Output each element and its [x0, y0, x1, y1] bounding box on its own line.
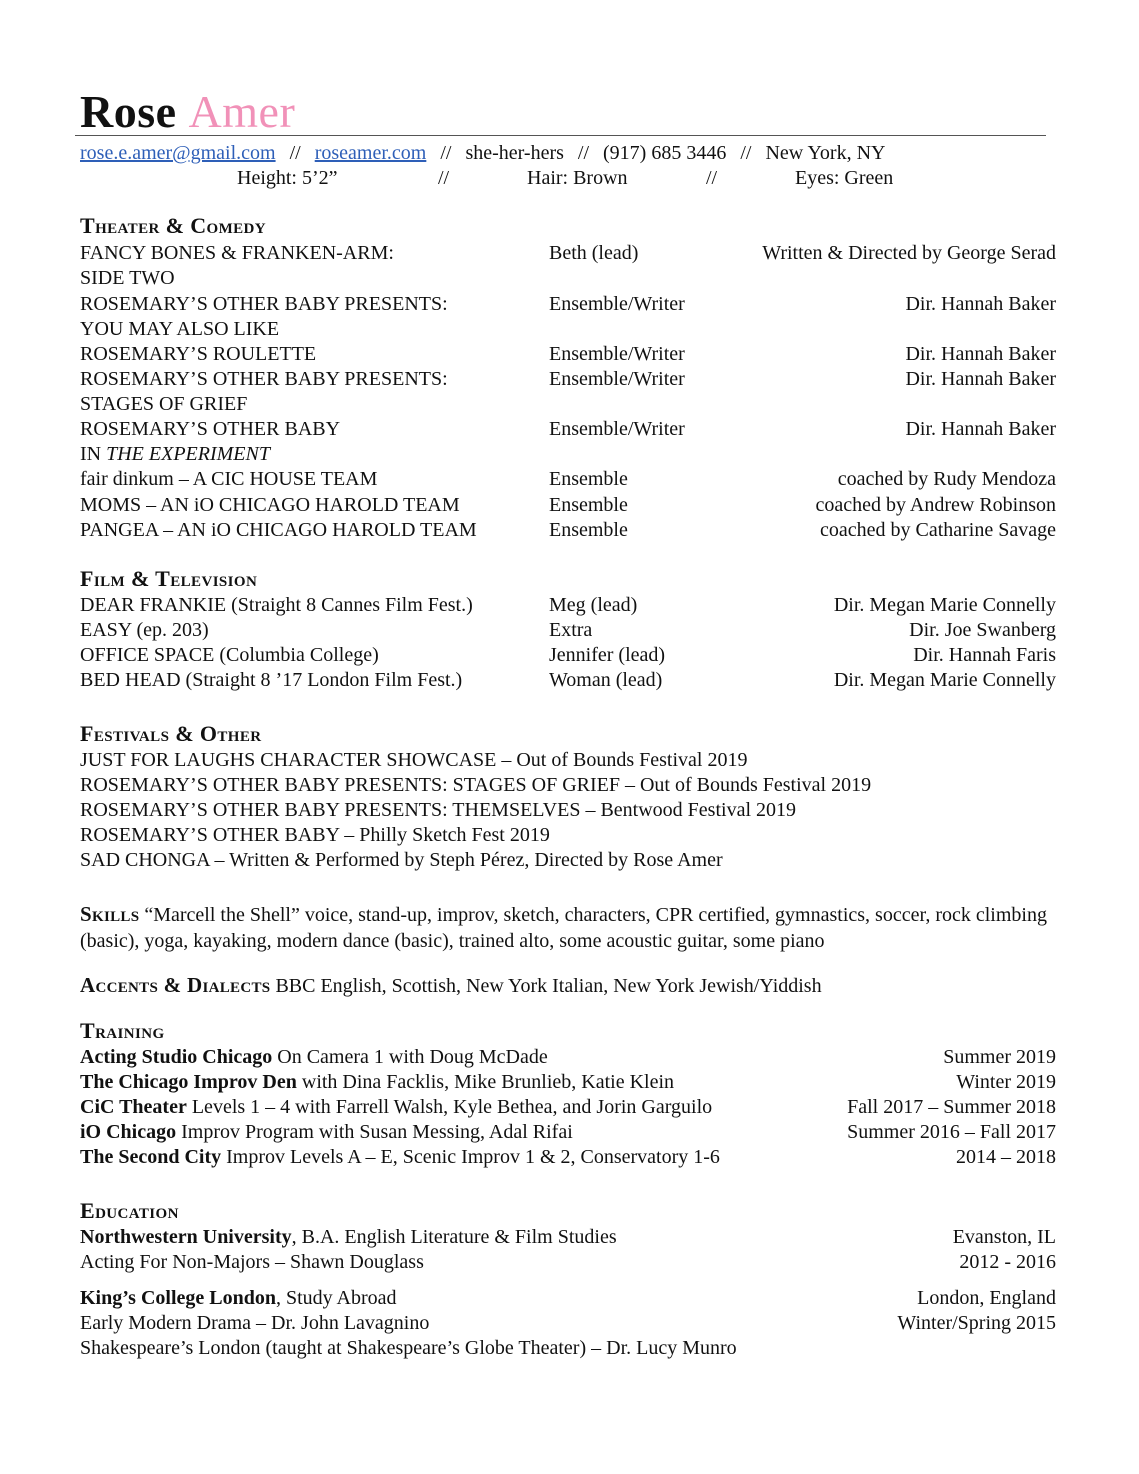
credit-title: MOMS – AN iO CHICAGO HAROLD TEAM: [80, 494, 460, 516]
education-course: Early Modern Drama – Dr. John Lavagnino: [80, 1312, 430, 1334]
skills-text: “Marcell the Shell” voice, stand-up, improv, sketch, characters, CPR certified, gymnastics, soccer, rock climbing (basic), yoga, kayaking, modern dance (basic), trained alto, some acoustic guitar, some piano: [80, 904, 1047, 952]
credit-director: Dir. Joe Swanberg: [909, 619, 1056, 641]
education-row: [80, 1286, 1056, 1311]
education-school: King’s College London: [80, 1287, 276, 1309]
contact-line: [80, 141, 885, 166]
training-detail: with Dina Facklis, Mike Brunlieb, Katie Klein: [296, 1071, 675, 1093]
credit-title: ROSEMARY’S OTHER BABY: [80, 418, 341, 440]
education-row: [80, 1250, 1056, 1275]
training-school: The Second City: [80, 1146, 222, 1168]
credit-row: [80, 668, 1056, 693]
credit-title: fair dinkum – A CIC HOUSE TEAM: [80, 468, 378, 490]
location: New York, NY: [765, 142, 886, 164]
training-school: Acting Studio Chicago: [80, 1046, 273, 1068]
credit-role: Ensemble/Writer: [549, 343, 685, 365]
last-name: Amer: [188, 86, 296, 137]
email-link[interactable]: rose.e.amer@gmail.com: [80, 142, 276, 164]
separator: //: [577, 142, 590, 164]
training-date: Summer 2016 – Fall 2017: [847, 1121, 1056, 1143]
resume-name: [80, 86, 295, 138]
credit-title: ROSEMARY’S OTHER BABY PRESENTS:: [80, 368, 448, 390]
credit-role: Beth (lead): [549, 242, 639, 264]
credit-title: FANCY BONES & FRANKEN-ARM:: [80, 242, 394, 264]
training-date: 2014 – 2018: [956, 1146, 1056, 1168]
festival-item: ROSEMARY’S OTHER BABY PRESENTS: STAGES OF GRIEF – Out of Bounds Festival 2019: [80, 774, 872, 796]
credit-role: Extra: [549, 619, 593, 641]
credit-role: Ensemble: [549, 468, 628, 490]
credit-director: Dir. Megan Marie Connelly: [833, 669, 1056, 691]
section-heading-film: Film & Television: [80, 566, 258, 591]
training-row: [80, 1095, 1056, 1120]
phone: (917) 685 3446: [603, 142, 727, 164]
accents-paragraph: [80, 972, 1060, 999]
header-divider: [75, 135, 1046, 136]
credit-role: Ensemble: [549, 519, 628, 541]
accents-text: BBC English, Scottish, New York Italian, New York Jewish/Yiddish: [275, 975, 822, 997]
credit-director: Dir. Hannah Baker: [905, 418, 1056, 440]
skills-paragraph: [80, 901, 1060, 954]
education-row: [80, 1311, 1056, 1336]
credit-director: Dir. Hannah Baker: [905, 293, 1056, 315]
credit-row: [80, 241, 1056, 266]
credit-title: YOU MAY ALSO LIKE: [80, 318, 280, 340]
training-row: [80, 1120, 1056, 1145]
credit-title: EASY (ep. 203): [80, 619, 209, 641]
credit-title: OFFICE SPACE (Columbia College): [80, 644, 379, 666]
training-date: Summer 2019: [943, 1046, 1056, 1068]
education-course: Shakespeare’s London (taught at Shakespeare’s Globe Theater) – Dr. Lucy Munro: [80, 1337, 737, 1359]
credit-row: [80, 618, 1056, 643]
festival-item: SAD CHONGA – Written & Performed by Steph Pérez, Directed by Rose Amer: [80, 849, 723, 871]
training-detail: Levels 1 – 4 with Farrell Walsh, Kyle Bethea, and Jorin Garguilo: [186, 1096, 713, 1118]
education-school: Northwestern University: [80, 1226, 292, 1248]
credit-row: [80, 593, 1056, 618]
first-name: Rose: [80, 86, 177, 137]
credit-title: DEAR FRANKIE (Straight 8 Cannes Film Fest.): [80, 594, 473, 616]
section-heading-accents: Accents & Dialects: [80, 973, 271, 997]
eyes-stat: Eyes: Green: [795, 167, 894, 189]
festival-item: JUST FOR LAUGHS CHARACTER SHOWCASE – Out of Bounds Festival 2019: [80, 749, 748, 771]
separator: //: [440, 142, 452, 164]
training-date: Winter 2019: [956, 1071, 1056, 1093]
credit-title-prefix: IN: [80, 443, 107, 465]
credit-role: Jennifer (lead): [549, 644, 666, 666]
credit-row: [80, 417, 1056, 442]
credit-row: [80, 493, 1056, 518]
credit-row: [80, 292, 1056, 317]
credit-role: Woman (lead): [549, 669, 663, 691]
training-date: Fall 2017 – Summer 2018: [847, 1096, 1056, 1118]
education-dates: Winter/Spring 2015: [897, 1312, 1056, 1334]
credit-title: SIDE TWO: [80, 267, 175, 289]
credit-row: [80, 342, 1056, 367]
separator: //: [740, 142, 752, 164]
credit-title: BED HEAD (Straight 8 ’17 London Film Fest.): [80, 669, 463, 691]
pronouns: she-her-hers: [465, 142, 564, 164]
training-school: iO Chicago: [80, 1121, 177, 1143]
festival-item: ROSEMARY’S OTHER BABY – Philly Sketch Fest 2019: [80, 824, 550, 846]
separator: //: [438, 167, 450, 189]
education-location: Evanston, IL: [952, 1226, 1056, 1248]
education-location: London, England: [917, 1287, 1056, 1309]
training-detail: Improv Levels A – E, Scenic Improv 1 & 2, Conservatory 1-6: [221, 1146, 720, 1168]
credit-title: STAGES OF GRIEF: [80, 393, 248, 415]
credit-role: Ensemble/Writer: [549, 293, 685, 315]
credit-role: Meg (lead): [549, 594, 638, 616]
separator: //: [289, 142, 301, 164]
credit-director: coached by Rudy Mendoza: [837, 468, 1056, 490]
credit-row: [80, 467, 1056, 492]
training-row: [80, 1145, 1056, 1170]
training-row: [80, 1045, 1056, 1070]
credit-row: [80, 442, 1056, 467]
education-detail: , Study Abroad: [275, 1287, 397, 1309]
training-school: CiC Theater: [80, 1096, 187, 1118]
credit-title: PANGEA – AN iO CHICAGO HAROLD TEAM: [80, 519, 477, 541]
credit-director: Dir. Hannah Faris: [913, 644, 1056, 666]
credit-director: Dir. Megan Marie Connelly: [833, 594, 1056, 616]
credit-title: [80, 442, 270, 467]
website-link[interactable]: roseamer.com: [314, 142, 427, 164]
credit-director: Dir. Hannah Baker: [905, 368, 1056, 390]
credit-row: [80, 392, 1056, 417]
credit-director: Dir. Hannah Baker: [905, 343, 1056, 365]
credit-row: [80, 518, 1056, 543]
separator: //: [706, 167, 718, 189]
training-detail: Improv Program with Susan Messing, Adal Rifai: [176, 1121, 573, 1143]
credit-row: [80, 367, 1056, 392]
hair-stat: Hair: Brown: [527, 167, 628, 189]
credit-title-italic: THE EXPERIMENT: [106, 443, 270, 465]
credit-title: ROSEMARY’S ROULETTE: [80, 343, 317, 365]
credit-director: Written & Directed by George Serad: [762, 242, 1056, 264]
credit-title: ROSEMARY’S OTHER BABY PRESENTS:: [80, 293, 448, 315]
section-heading-skills: Skills: [80, 902, 140, 926]
credit-row: [80, 266, 1056, 291]
height-stat: Height: 5’2”: [237, 167, 338, 189]
section-heading-festivals: Festivals & Other: [80, 721, 262, 746]
festival-item: ROSEMARY’S OTHER BABY PRESENTS: THEMSELVES – Bentwood Festival 2019: [80, 799, 797, 821]
credit-row: [80, 643, 1056, 668]
training-detail: On Camera 1 with Doug McDade: [272, 1046, 548, 1068]
section-heading-theater: Theater & Comedy: [80, 213, 267, 238]
section-heading-education: Education: [80, 1198, 179, 1223]
credit-row: [80, 317, 1056, 342]
education-detail: , B.A. English Literature & Film Studies: [291, 1226, 617, 1248]
training-row: [80, 1070, 1056, 1095]
credit-role: Ensemble: [549, 494, 628, 516]
credit-role: Ensemble/Writer: [549, 368, 685, 390]
education-row: [80, 1225, 1056, 1250]
credit-role: Ensemble/Writer: [549, 418, 685, 440]
training-school: The Chicago Improv Den: [80, 1071, 297, 1093]
section-heading-training: Training: [80, 1018, 165, 1043]
education-course: Acting For Non-Majors – Shawn Douglass: [80, 1251, 424, 1273]
credit-director: coached by Andrew Robinson: [815, 494, 1056, 516]
education-row: [80, 1336, 1056, 1361]
education-dates: 2012 - 2016: [959, 1251, 1056, 1273]
credit-director: coached by Catharine Savage: [819, 519, 1056, 541]
